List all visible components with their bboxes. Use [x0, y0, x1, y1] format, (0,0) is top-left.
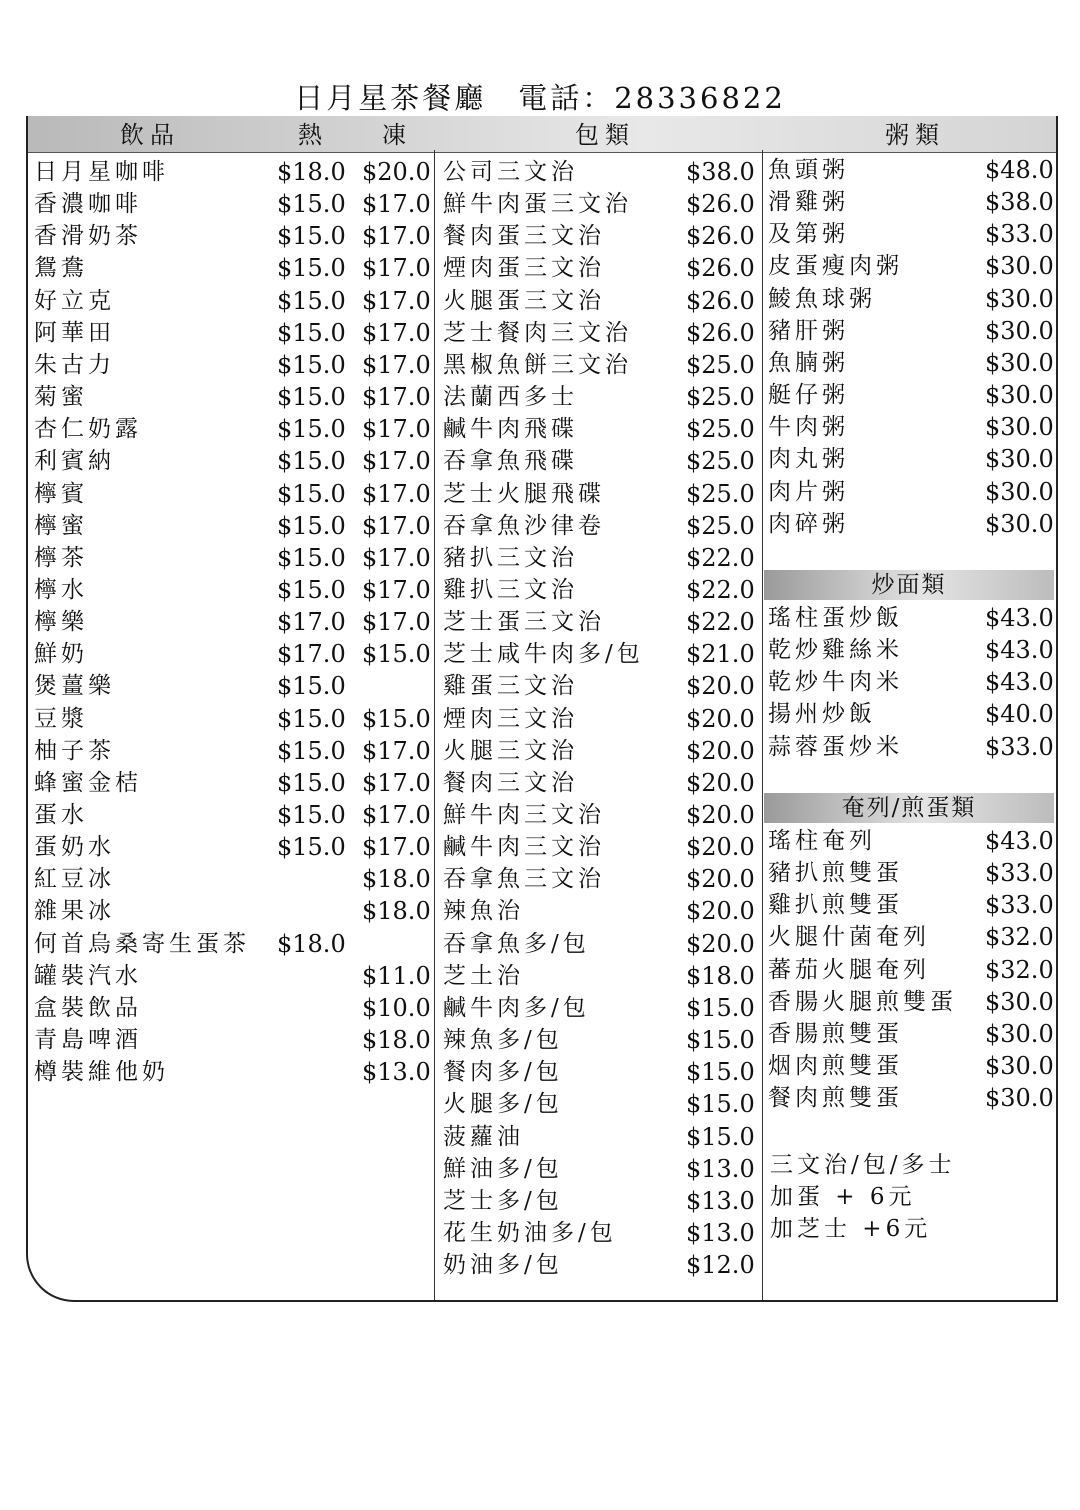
omelette-name: 豬扒煎雙蛋 — [768, 860, 903, 887]
fried-noodle-name: 揚州炒飯 — [768, 701, 876, 728]
sandwich-name: 火腿蛋三文治 — [443, 287, 605, 314]
congee-price: $30.0 — [985, 477, 1054, 506]
sandwich-price: $15.0 — [686, 1026, 755, 1055]
drink-name: 好立克 — [34, 287, 115, 314]
congee-name: 艇仔粥 — [768, 382, 849, 409]
drink-hot-price: $15.0 — [277, 768, 346, 797]
header-omelette: 奄列/煎蛋類 — [764, 793, 1054, 823]
drink-name: 杏仁奶露 — [34, 416, 142, 443]
congee-name: 皮蛋瘦肉粥 — [768, 253, 903, 280]
sandwich-name: 辣魚多/包 — [443, 1027, 563, 1054]
sandwich-price: $20.0 — [686, 801, 755, 829]
sandwich-price: $20.0 — [686, 704, 755, 733]
sandwich-name: 吞拿魚三文治 — [443, 866, 605, 893]
drink-name: 盒裝飲品 — [34, 994, 142, 1021]
omelette-name: 餐肉煎雙蛋 — [768, 1085, 903, 1112]
sandwich-price: $26.0 — [686, 222, 755, 251]
drink-hot-price: $15.0 — [277, 222, 346, 251]
drink-name: 豆漿 — [34, 705, 88, 732]
omelette-price: $32.0 — [985, 923, 1054, 952]
omelette-name: 雞扒煎雙蛋 — [768, 892, 903, 919]
sandwich-name: 吞拿魚飛碟 — [443, 448, 578, 475]
drink-name: 鮮奶 — [34, 641, 88, 668]
sandwich-name: 餐肉三文治 — [443, 769, 578, 796]
drink-cold-price: $17.0 — [362, 318, 431, 347]
sandwich-price: $22.0 — [686, 575, 755, 604]
drink-hot-price: $15.0 — [277, 543, 346, 572]
sandwich-name: 煙肉三文治 — [443, 705, 578, 732]
drink-cold-price: $17.0 — [362, 415, 431, 444]
drink-name: 朱古力 — [34, 351, 115, 378]
drink-hot-price: $15.0 — [277, 672, 346, 701]
drink-name: 柚子茶 — [34, 737, 115, 764]
sandwich-name: 火腿三文治 — [443, 737, 578, 764]
sandwich-name: 奶油多/包 — [443, 1252, 563, 1279]
congee-name: 滑雞粥 — [768, 189, 849, 216]
fried-noodle-name: 乾炒雞絲米 — [768, 637, 903, 664]
fried-noodle-name: 乾炒牛肉米 — [768, 669, 903, 696]
header-drinks: 飲品 — [120, 121, 180, 149]
sandwich-price: $26.0 — [686, 254, 755, 283]
omelette-name: 香腸火腿煎雙蛋 — [768, 988, 957, 1015]
drink-hot-price: $15.0 — [277, 833, 346, 862]
sandwich-price: $25.0 — [686, 350, 755, 379]
drink-hot-price: $15.0 — [277, 350, 346, 379]
sandwich-name: 鹹牛肉多/包 — [443, 994, 590, 1021]
drink-name: 蛋水 — [34, 802, 88, 828]
sandwich-price: $26.0 — [686, 318, 755, 347]
drink-cold-price: $17.0 — [362, 768, 431, 797]
congee-name: 肉碎粥 — [768, 510, 849, 537]
sandwich-price: $25.0 — [686, 415, 755, 444]
omelette-price: $43.0 — [985, 827, 1054, 855]
sandwich-name: 餐肉蛋三文治 — [443, 223, 605, 250]
header-sandwiches: 包類 — [575, 121, 635, 149]
drink-cold-price: $17.0 — [362, 479, 431, 508]
divider-drinks-sandwiches — [434, 150, 435, 1300]
sandwich-price: $20.0 — [686, 865, 755, 894]
drink-cold-price: $18.0 — [362, 865, 431, 894]
drink-cold-price: $17.0 — [362, 254, 431, 283]
drink-cold-price: $13.0 — [362, 1058, 431, 1087]
extra-note: 三文治/包/多士 — [770, 1152, 956, 1178]
omelette-price: $33.0 — [985, 891, 1054, 920]
drink-name: 罐裝汽水 — [34, 962, 142, 989]
sandwich-name: 公司三文治 — [443, 159, 578, 185]
drink-hot-price: $15.0 — [277, 801, 346, 829]
omelette-price: $33.0 — [985, 859, 1054, 888]
sandwich-price: $12.0 — [686, 1251, 755, 1280]
congee-price: $30.0 — [985, 509, 1054, 538]
drink-cold-price: $18.0 — [362, 897, 431, 926]
drink-hot-price: $15.0 — [277, 254, 346, 283]
congee-price: $38.0 — [985, 188, 1054, 217]
drink-name: 檸茶 — [34, 544, 88, 571]
drink-hot-price: $15.0 — [277, 190, 346, 219]
drink-name: 利賓納 — [34, 448, 115, 475]
congee-name: 鯪魚球粥 — [768, 285, 876, 312]
drink-name: 檸水 — [34, 576, 88, 603]
congee-name: 肉片粥 — [768, 478, 849, 505]
drink-cold-price: $17.0 — [362, 543, 431, 572]
sandwich-price: $21.0 — [686, 640, 755, 669]
sandwich-price: $15.0 — [686, 1058, 755, 1087]
congee-name: 牛肉粥 — [768, 414, 849, 441]
sandwich-price: $20.0 — [686, 768, 755, 797]
sandwich-name: 鹹牛肉三文治 — [443, 834, 605, 861]
fried-noodle-price: $43.0 — [985, 604, 1054, 632]
drink-cold-price: $17.0 — [362, 801, 431, 829]
fried-noodle-price: $43.0 — [985, 668, 1054, 697]
drink-cold-price: $17.0 — [362, 383, 431, 412]
sandwich-name: 豬扒三文治 — [443, 544, 578, 571]
congee-price: $30.0 — [985, 413, 1054, 442]
drink-hot-price: $15.0 — [277, 479, 346, 508]
congee-name: 肉丸粥 — [768, 446, 849, 473]
sandwich-name: 鹹牛肉飛碟 — [443, 416, 578, 443]
sandwich-name: 法蘭西多士 — [443, 384, 578, 411]
congee-price: $30.0 — [985, 252, 1054, 281]
drink-name: 樽裝維他奶 — [34, 1059, 169, 1086]
drink-cold-price: $17.0 — [362, 447, 431, 476]
header-cold: 凍 — [382, 121, 406, 149]
sandwich-price: $20.0 — [686, 736, 755, 765]
drink-cold-price: $15.0 — [362, 704, 431, 733]
drink-name: 蛋奶水 — [34, 834, 115, 861]
sandwich-price: $38.0 — [686, 158, 755, 186]
congee-name: 及第粥 — [768, 221, 849, 248]
drink-hot-price: $15.0 — [277, 286, 346, 315]
drink-name: 日月星咖啡 — [34, 159, 169, 185]
sandwich-price: $13.0 — [686, 1154, 755, 1183]
sandwich-name: 芝土治 — [443, 962, 524, 989]
drink-cold-price: $17.0 — [362, 350, 431, 379]
sandwich-price: $26.0 — [686, 190, 755, 219]
sandwich-name: 吞拿魚沙律卷 — [443, 512, 605, 539]
drink-cold-price: $17.0 — [362, 190, 431, 219]
sandwich-price: $22.0 — [686, 543, 755, 572]
fried-noodle-price: $40.0 — [985, 700, 1054, 729]
sandwich-name: 芝士火腿飛碟 — [443, 480, 605, 507]
sandwich-price: $26.0 — [686, 286, 755, 315]
drink-cold-price: $11.0 — [362, 961, 431, 990]
sandwich-price: $20.0 — [686, 897, 755, 926]
omelette-price: $32.0 — [985, 955, 1054, 984]
fried-noodle-price: $43.0 — [985, 636, 1054, 665]
drink-name: 雜果冰 — [34, 898, 115, 925]
congee-price: $30.0 — [985, 316, 1054, 345]
sandwich-price: $20.0 — [686, 929, 755, 958]
drink-cold-price: $17.0 — [362, 608, 431, 637]
sandwich-price: $25.0 — [686, 447, 755, 476]
omelette-price: $30.0 — [985, 1084, 1054, 1113]
drink-name: 香滑奶茶 — [34, 223, 142, 250]
drink-cold-price: $17.0 — [362, 833, 431, 862]
drink-cold-price: $17.0 — [362, 222, 431, 251]
drink-name: 紅豆冰 — [34, 866, 115, 893]
sandwich-name: 黑椒魚餅三文治 — [443, 351, 632, 378]
congee-price: $33.0 — [985, 220, 1054, 249]
divider-sandwiches-congee — [762, 150, 763, 1300]
header-hot: 熱 — [298, 121, 322, 149]
drink-hot-price: $18.0 — [277, 158, 346, 186]
omelette-price: $30.0 — [985, 1019, 1054, 1048]
sandwich-price: $25.0 — [686, 511, 755, 540]
sandwich-name: 餐肉多/包 — [443, 1059, 563, 1086]
sandwich-name: 芝士多/包 — [443, 1187, 563, 1214]
drink-hot-price: $15.0 — [277, 575, 346, 604]
drink-name: 青島啤酒 — [34, 1027, 142, 1054]
omelette-price: $30.0 — [985, 1052, 1054, 1081]
drink-name: 檸賓 — [34, 480, 88, 507]
sandwich-price: $15.0 — [686, 993, 755, 1022]
sandwich-price: $25.0 — [686, 383, 755, 412]
sandwich-name: 雞蛋三文治 — [443, 673, 578, 700]
drink-cold-price: $17.0 — [362, 575, 431, 604]
drink-hot-price: $15.0 — [277, 383, 346, 412]
congee-price: $30.0 — [985, 284, 1054, 313]
sandwich-price: $20.0 — [686, 833, 755, 862]
drink-name: 阿華田 — [34, 319, 115, 346]
drink-name: 香濃咖啡 — [34, 191, 142, 218]
sandwich-price: $15.0 — [686, 1122, 755, 1151]
drink-name: 蜂蜜金桔 — [34, 769, 142, 796]
congee-price: $30.0 — [985, 381, 1054, 410]
drink-hot-price: $15.0 — [277, 736, 346, 765]
drink-cold-price: $15.0 — [362, 640, 431, 669]
congee-name: 魚頭粥 — [768, 157, 849, 183]
congee-price: $30.0 — [985, 348, 1054, 377]
sandwich-name: 鮮油多/包 — [443, 1155, 563, 1182]
drink-cold-price: $17.0 — [362, 511, 431, 540]
sandwich-name: 吞拿魚多/包 — [443, 930, 590, 957]
extra-note: 加芝士 +6元 — [770, 1216, 932, 1243]
header-fried-noodles: 炒面類 — [764, 570, 1054, 600]
sandwich-price: $15.0 — [686, 1090, 755, 1119]
drink-hot-price: $15.0 — [277, 447, 346, 476]
sandwich-name: 鮮牛肉三文治 — [443, 802, 605, 828]
sandwich-name: 芝士蛋三文治 — [443, 609, 605, 636]
congee-name: 豬肝粥 — [768, 317, 849, 344]
sandwich-name: 雞扒三文治 — [443, 576, 578, 603]
sandwich-price: $13.0 — [686, 1186, 755, 1215]
drink-name: 鴛鴦 — [34, 255, 88, 282]
omelette-name: 瑤柱奄列 — [768, 828, 876, 854]
drink-name: 檸蜜 — [34, 512, 88, 539]
extra-note: 加蛋 + 6元 — [770, 1184, 916, 1211]
sandwich-price: $25.0 — [686, 479, 755, 508]
sandwich-price: $18.0 — [686, 961, 755, 990]
drink-name: 菊蜜 — [34, 384, 88, 411]
sandwich-name: 芝士餐肉三文治 — [443, 319, 632, 346]
sandwich-name: 花生奶油多/包 — [443, 1219, 617, 1246]
congee-price: $30.0 — [985, 445, 1054, 474]
sandwich-name: 煙肉蛋三文治 — [443, 255, 605, 282]
congee-name: 魚腩粥 — [768, 349, 849, 376]
sandwich-name: 辣魚治 — [443, 898, 524, 925]
fried-noodle-price: $33.0 — [985, 732, 1054, 761]
omelette-name: 蕃茄火腿奄列 — [768, 956, 930, 983]
page-title: 日月星茶餐廳 電話：28336822 — [294, 81, 786, 115]
sandwich-name: 芝士咸牛肉多/包 — [443, 641, 644, 668]
sandwich-price: $13.0 — [686, 1218, 755, 1247]
drink-hot-price: $15.0 — [277, 704, 346, 733]
omelette-name: 火腿什菌奄列 — [768, 924, 930, 951]
drink-hot-price: $15.0 — [277, 318, 346, 347]
sandwich-price: $22.0 — [686, 608, 755, 637]
drink-name: 煲薑樂 — [34, 673, 115, 700]
omelette-name: 香腸煎雙蛋 — [768, 1020, 903, 1047]
drink-cold-price: $10.0 — [362, 993, 431, 1022]
drink-hot-price: $17.0 — [277, 640, 346, 669]
drink-hot-price: $18.0 — [277, 929, 346, 958]
drink-name: 何首烏桑寄生蛋茶 — [34, 930, 250, 957]
sandwich-name: 鮮牛肉蛋三文治 — [443, 191, 632, 218]
fried-noodle-name: 蒜蓉蛋炒米 — [768, 733, 903, 760]
drink-cold-price: $20.0 — [362, 158, 431, 186]
drink-hot-price: $17.0 — [277, 608, 346, 637]
drink-cold-price: $17.0 — [362, 736, 431, 765]
drink-hot-price: $15.0 — [277, 511, 346, 540]
header-congee: 粥類 — [885, 121, 945, 149]
sandwich-name: 火腿多/包 — [443, 1091, 563, 1118]
drink-cold-price: $17.0 — [362, 286, 431, 315]
omelette-price: $30.0 — [985, 987, 1054, 1016]
sandwich-name: 菠蘿油 — [443, 1123, 524, 1150]
fried-noodle-name: 瑤柱蛋炒飯 — [768, 605, 903, 631]
drink-name: 檸樂 — [34, 609, 88, 636]
omelette-name: 烟肉煎雙蛋 — [768, 1053, 903, 1080]
sandwich-price: $20.0 — [686, 672, 755, 701]
congee-price: $48.0 — [985, 156, 1054, 184]
drink-cold-price: $18.0 — [362, 1026, 431, 1055]
drink-hot-price: $15.0 — [277, 415, 346, 444]
